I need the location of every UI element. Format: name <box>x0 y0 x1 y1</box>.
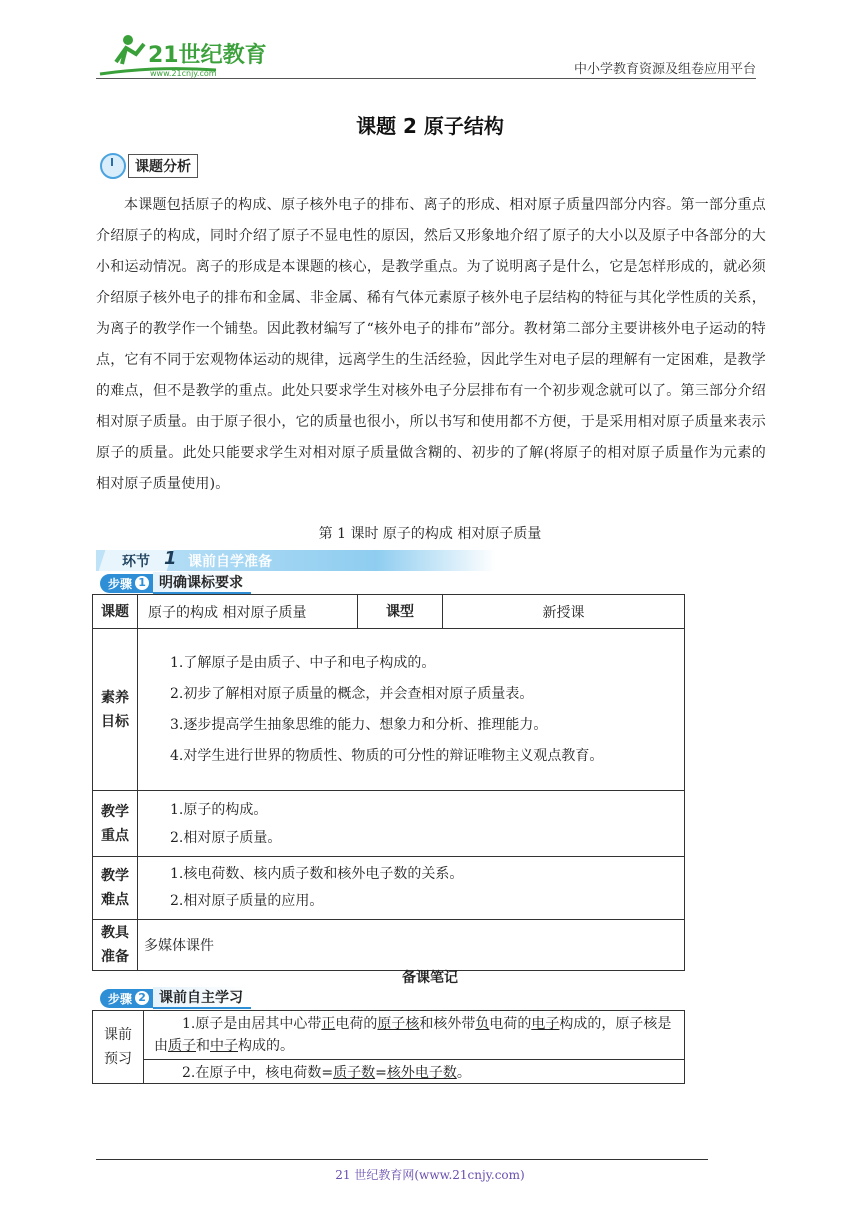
stage-title: 课前自学准备 <box>188 554 272 570</box>
text-fragment: 构成的，原子核是由 <box>154 1016 672 1054</box>
page-title: 课题 2 原子结构 <box>356 114 504 138</box>
answer-blank: 电子 <box>531 1016 560 1032</box>
text-fragment: 2.在原子中，核电荷数= <box>182 1064 334 1081</box>
difficult-points-label-text: 教学难点 <box>101 868 129 908</box>
text-fragment: 和 <box>196 1038 210 1054</box>
list-item: 1.原子的构成。 <box>170 801 268 818</box>
step-1-banner <box>100 573 251 593</box>
list-item: 1.了解原子是由质子、中子和电子构成的。 <box>170 654 436 671</box>
text-fragment: 。 <box>456 1064 471 1081</box>
preview-item-1 <box>144 1011 685 1060</box>
answer-blank: 负 <box>475 1016 490 1032</box>
list-item: 1.核电荷数、核内质子数和核外电子数的关系。 <box>170 866 464 882</box>
stage-banner <box>96 550 496 571</box>
step-pill <box>100 989 153 1008</box>
literacy-goals <box>138 629 685 791</box>
table-row <box>93 595 685 629</box>
step-number: 1 <box>135 576 149 590</box>
list-item: 3.逐步提高学生抽象思维的能力、想象力和分析、推理能力。 <box>170 716 548 733</box>
type-value: 新授课 <box>443 595 685 629</box>
footer-link[interactable]: 21 世纪教育网(www.21cnjy.com) <box>335 1168 525 1182</box>
stage-word: 环节 <box>122 554 150 570</box>
text-fragment: 和核外带 <box>419 1016 476 1032</box>
key-points-label <box>93 791 138 857</box>
list-item: 4.对学生进行世界的物质性、物质的可分性的辩证唯物主义观点教育。 <box>170 747 604 764</box>
clock-icon <box>100 153 126 179</box>
answer-blank: 质子数 <box>333 1064 376 1081</box>
stage-number: 1 <box>164 548 177 569</box>
table-row <box>93 1011 685 1060</box>
list-item: 2.初步了解相对原子质量的概念，并会查相对原子质量表。 <box>170 685 534 702</box>
preview-label <box>93 1011 144 1084</box>
literacy-label <box>93 629 138 791</box>
text-fragment: 电荷的 <box>489 1016 532 1032</box>
step-title: 课前自主学习 <box>153 987 251 1009</box>
table-row <box>93 791 685 857</box>
key-points <box>138 791 685 857</box>
difficult-points-label <box>93 857 138 920</box>
answer-blank: 原子核 <box>377 1016 420 1032</box>
analysis-badge <box>100 154 198 178</box>
step-2-banner <box>100 988 251 1008</box>
header-platform-text: 中小学教育资源及组卷应用平台 <box>573 62 756 77</box>
text-fragment: 1.原子是由居其中心带 <box>182 1016 322 1032</box>
site-logo <box>96 30 266 80</box>
table-row <box>93 629 685 791</box>
footer-divider <box>96 1159 708 1160</box>
step-number: 2 <box>135 991 149 1005</box>
text-fragment: = <box>375 1064 387 1081</box>
intro-paragraph: 本课题包括原子的构成、原子核外电子的排布、离子的形成、相对原子质量四部分内容。第一部分重点介绍原子的构成，同时介绍了原子不显电性的原因，然后又形象地介绍了原子的大小以及原子中各部分的大小和运动情况。离子的形成是本课题的核心，是教学重点。为了说明离子是什么，它是怎样形成的，就必须介绍原子核外电子的排布和金属、非金属、稀有气体元素原子核外电子层结构的特征与其化学性质的关系，为离子的教学作一个铺垫。因此教材编写了“核外电子的排布”部分。教材第二部分主要讲核外电子运动的特点，它有不同于宏观物体运动的规律，远离学生的生活经验，因此学生对电子层的理解有一定困难，是教学的难点，但不是教学的重点。此处只要求学生对核外电子分层排布有一个初步观念就可以了。第三部分介绍相对原子质量。由于原子很小，它的质量也很小，所以书写和使用都不方便，于是采用相对原子质量来表示原子的质量。此处只能要求学生对相对原子质量做含糊的、初步的了解(将原子的相对原子质量作为元素的相对原子质量使用)。 <box>96 197 766 492</box>
tools-label-text: 教具准备 <box>101 925 129 965</box>
step-pill <box>100 574 153 593</box>
step-word: 步骤 <box>108 576 133 591</box>
key-points-label-text: 教学重点 <box>101 803 129 844</box>
tools-value: 多媒体课件 <box>138 920 685 971</box>
literacy-label-text: 素养目标 <box>101 689 129 730</box>
lesson-subtitle: 第 1 课时 原子的构成 相对原子质量 <box>318 526 542 542</box>
answer-blank: 核外电子数 <box>386 1064 457 1081</box>
preview-item-2 <box>144 1060 685 1084</box>
text-fragment: 电荷的 <box>335 1016 378 1032</box>
logo-url: www.21cnjy.com <box>150 69 217 78</box>
preview-table <box>92 1010 685 1084</box>
answer-blank: 正 <box>321 1016 336 1032</box>
lesson-goals-table <box>92 594 685 971</box>
header-divider <box>96 78 756 79</box>
text-fragment: 构成的。 <box>238 1038 294 1054</box>
answer-blank: 质子 <box>168 1038 196 1054</box>
preview-label-text: 课前预习 <box>104 1027 132 1067</box>
list-item: 2.相对原子质量。 <box>170 829 282 846</box>
notes-heading: 备课笔记 <box>402 970 458 986</box>
table-row <box>93 920 685 971</box>
analysis-badge-label: 课题分析 <box>128 154 198 178</box>
logo-text: 21世纪教育 <box>148 43 266 68</box>
topic-label: 课题 <box>93 595 138 629</box>
topic-value: 原子的构成 相对原子质量 <box>138 595 358 629</box>
step-word: 步骤 <box>108 991 133 1006</box>
difficult-points <box>138 857 685 920</box>
answer-blank: 中子 <box>210 1038 238 1054</box>
list-item: 2.相对原子质量的应用。 <box>170 893 324 909</box>
table-row <box>93 857 685 920</box>
step-title: 明确课标要求 <box>153 572 251 594</box>
table-row <box>93 1060 685 1084</box>
tools-label <box>93 920 138 971</box>
type-label: 课型 <box>358 595 443 629</box>
